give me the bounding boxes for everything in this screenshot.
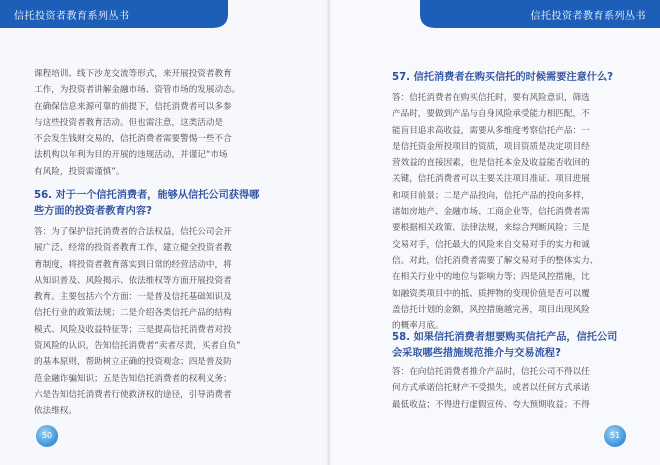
- text-line: 营效益的直接因素，也是信托本金及收益能否收回的: [392, 158, 590, 169]
- title-line: 会采取哪些措施规范推介与交易流程?: [392, 348, 561, 359]
- question-56-title: [34, 188, 259, 220]
- right-page: [330, 0, 660, 465]
- text-line: 资风险的认识，告知信托消费者“卖者尽责，买者自负”: [34, 341, 241, 352]
- text-line: 法机构以年利为目的开展的违规活动，并谨记“市场: [34, 150, 228, 161]
- text-line: 依法维权。: [34, 406, 77, 417]
- text-line: 育制度，将投资者教育落实到日常的经营活动中，将: [34, 259, 232, 270]
- text-line: 范金融诈骗知识；五是告知信托消费者的权利义务；: [34, 373, 232, 384]
- title-line: 57. 信托消费者在购买信托的时候需要注意什么?: [392, 72, 614, 83]
- series-title-right: 信托投资者教育系列丛书: [530, 11, 646, 22]
- title-line: 58. 如果信托消费者想要购买信托产品，信托公司: [392, 332, 618, 343]
- text-line: 展广泛、经常的投资者教育工作，建立健全投资者教: [34, 243, 232, 254]
- text-line: 何方式承诺信托财产不受损失，或者以任何方式承诺: [392, 383, 590, 394]
- page-number-left: 50: [36, 425, 58, 447]
- text-line: 在相关行业中的地位与影响力等；四是风控措施，比: [392, 272, 590, 283]
- series-title-left: 信托投资者教育系列丛书: [14, 11, 130, 22]
- page-number-right: 51: [604, 425, 626, 447]
- text-line: 模式、风险及收益特征等；三是提高信托消费者对投: [34, 324, 232, 335]
- text-line: 能盲目追求高收益，需要从多维度考察信托产品：一: [392, 125, 590, 136]
- text-line: 教育。主要包括六个方面：一是普及信托基础知识及: [34, 292, 232, 303]
- text-line: 答：信托消费者在购买信托时，要有风险意识，筛选: [392, 93, 590, 103]
- question-57-answer: [392, 90, 598, 334]
- text-line: 产品时，要做到产品与自身风险承受能力相匹配，不: [392, 109, 590, 120]
- text-line: 的概率月底。: [392, 321, 444, 332]
- title-line: 56. 对于一个信托消费者，能够从信托公司获得哪: [34, 190, 260, 201]
- text-line: 最低收益；不得进行虚假宣传、夸大预期收益；不得: [392, 399, 590, 410]
- text-line: 信。对此，信托消费者需要了解交易对手的整体实力、: [392, 255, 599, 266]
- text-line: 如融资类项目中的抵、质押物的变现价值是否可以覆: [392, 288, 590, 299]
- question-58-answer: [392, 364, 590, 413]
- text-line: 交易对手，信托最大的风险来自交易对手的实力和诚: [392, 239, 590, 250]
- text-line: 盖信托计划的金额，风控措施越完善，项目出现风险: [392, 304, 590, 315]
- text-line: 六是告知信托消费者行使救济权的途径，引导消费者: [34, 389, 232, 400]
- text-line: 有风险，投资需谨慎”。: [34, 166, 125, 177]
- text-line: 的基本原则，帮助树立正确的投资观念；四是普及防: [34, 357, 232, 368]
- text-line: 不会发生钱财交易的，信托消费者需要警惕一些不合: [34, 134, 232, 145]
- text-line: 和项目前景；二是产品投向，信托产品的投向多样，: [392, 190, 590, 201]
- text-line: 与这些投资者教育活动。但也需注意，这类活动是: [34, 117, 224, 128]
- text-line: 诸如房地产、金融市场、工商企业等，信托消费者需: [392, 207, 590, 218]
- question-58-title: [392, 330, 617, 362]
- question-56-answer: [34, 224, 241, 420]
- question-57-title: [392, 70, 613, 86]
- text-line: 是信托资金所投项目的资质，项目资质是决定项目经: [392, 141, 590, 152]
- text-line: 课程培训、线下沙龙交流等形式，来开展投资者教育: [34, 69, 232, 79]
- text-line: 工作，为投资者讲解金融市场、资管市场的发展动态。: [34, 85, 241, 96]
- text-line: 要根据相关政策、法律法规，来综合判断风险；三是: [392, 223, 590, 234]
- text-line: 关键，信托消费者可以主要关注项目准证、项目进展: [392, 174, 590, 185]
- text-line: 信托行业的政策法规；二是介绍各类信托产品的结构: [34, 308, 232, 319]
- text-line: 答：为了保护信托消费者的合法权益，信托公司会开: [34, 227, 232, 237]
- intro-paragraph: [34, 66, 240, 180]
- text-line: 在确保信息来源可靠的前提下，信托消费者可以多参: [34, 101, 232, 112]
- title-line: 些方面的投资者教育内容?: [34, 206, 152, 217]
- text-line: 从知识普及、风险揭示、依法维权等方面开展投资者: [34, 275, 232, 286]
- text-line: 答：在向信托消费者推介产品时，信托公司不得以任: [392, 367, 590, 377]
